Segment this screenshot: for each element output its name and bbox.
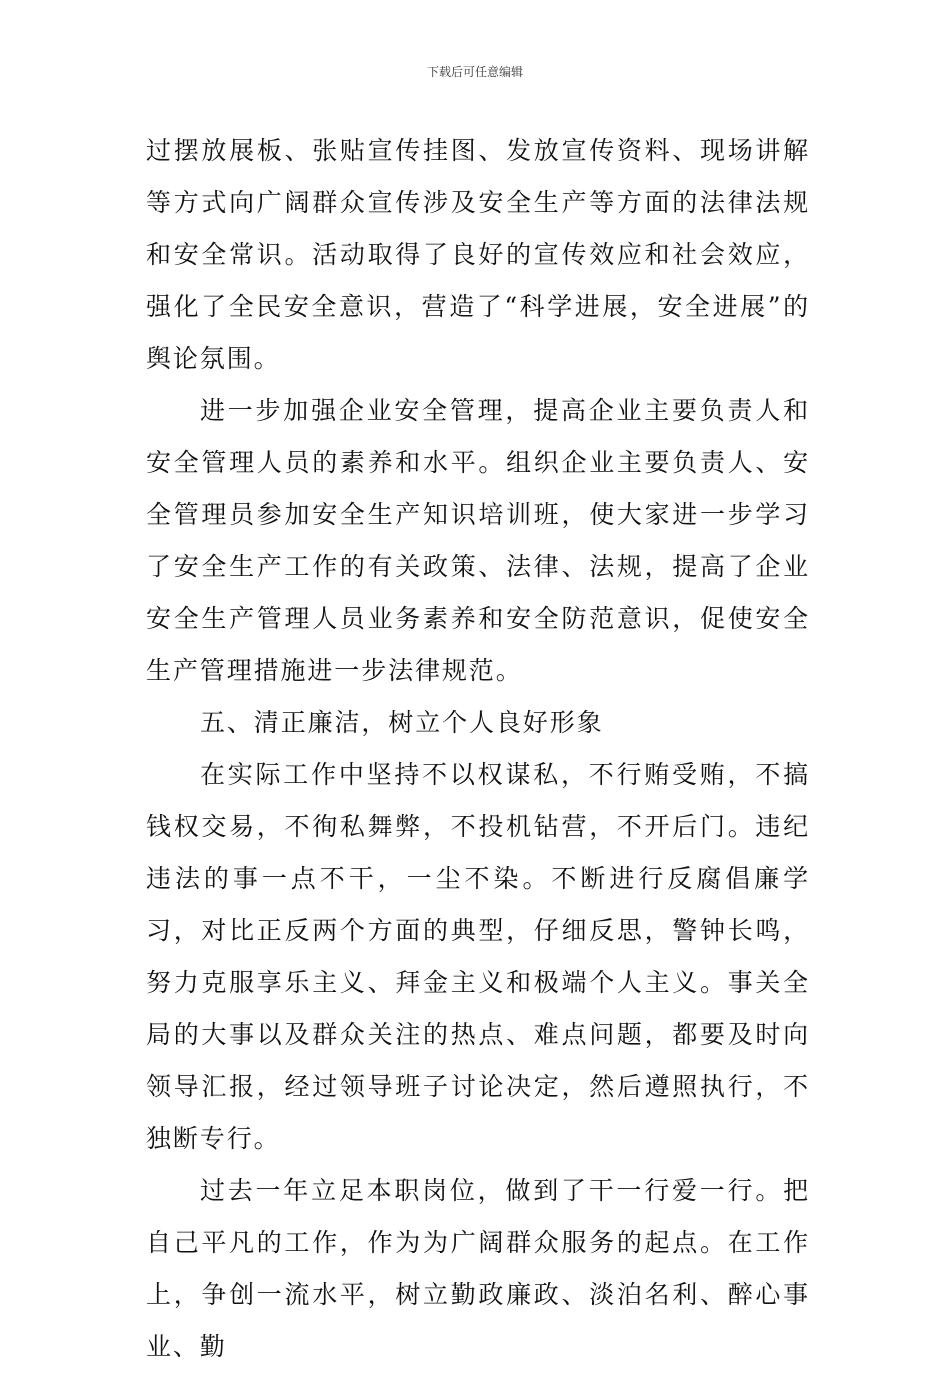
section-heading: 五、清正廉洁，树立个人良好形象: [200, 708, 604, 737]
paragraph-summary: 过去一年立足本职岗位，做到了干一行爱一行。把自己平凡的工作，作为为广阔群众服务的起点。在工作上，争创一流水平，树立勤政廉政、淡泊名利、醉心事业、勤: [146, 1176, 810, 1361]
paragraph-continuation: 过摆放展板、张贴宣传挂图、发放宣传资料、现场讲解等方式向广阔群众宣传涉及安全生产等方面的法律法规和安全常识。活动取得了良好的宣传效应和社会效应，强化了全民安全意识，营造了“科学进展，安全进展”的舆论氛围。: [146, 136, 810, 373]
paragraph-integrity: 在实际工作中坚持不以权谋私，不行贿受贿，不搞钱权交易，不徇私舞弊，不投机钻营，不开后门。违纪违法的事一点不干，一尘不染。不断进行反腐倡廉学习，对比正反两个方面的典型，仔细反思，警钟长鸣，努力克服享乐主义、拜金主义和极端个人主义。事关全局的大事以及群众关注的热点、难点问题，都要及时向领导汇报，经过领导班子讨论决定，然后遵照执行，不独断专行。: [146, 760, 810, 1153]
document-body: [146, 125, 810, 1373]
page-header: 下载后可任意编辑: [426, 65, 523, 79]
paragraph-safety-management: 进一步加强企业安全管理，提高企业主要负责人和安全管理人员的素养和水平。组织企业主要负责人、安全管理员参加安全生产知识培训班，使大家进一步学习了安全生产工作的有关政策、法律、法规，提高了企业安全生产管理人员业务素养和安全防范意识，促使安全生产管理措施进一步法律规范。: [146, 396, 810, 685]
